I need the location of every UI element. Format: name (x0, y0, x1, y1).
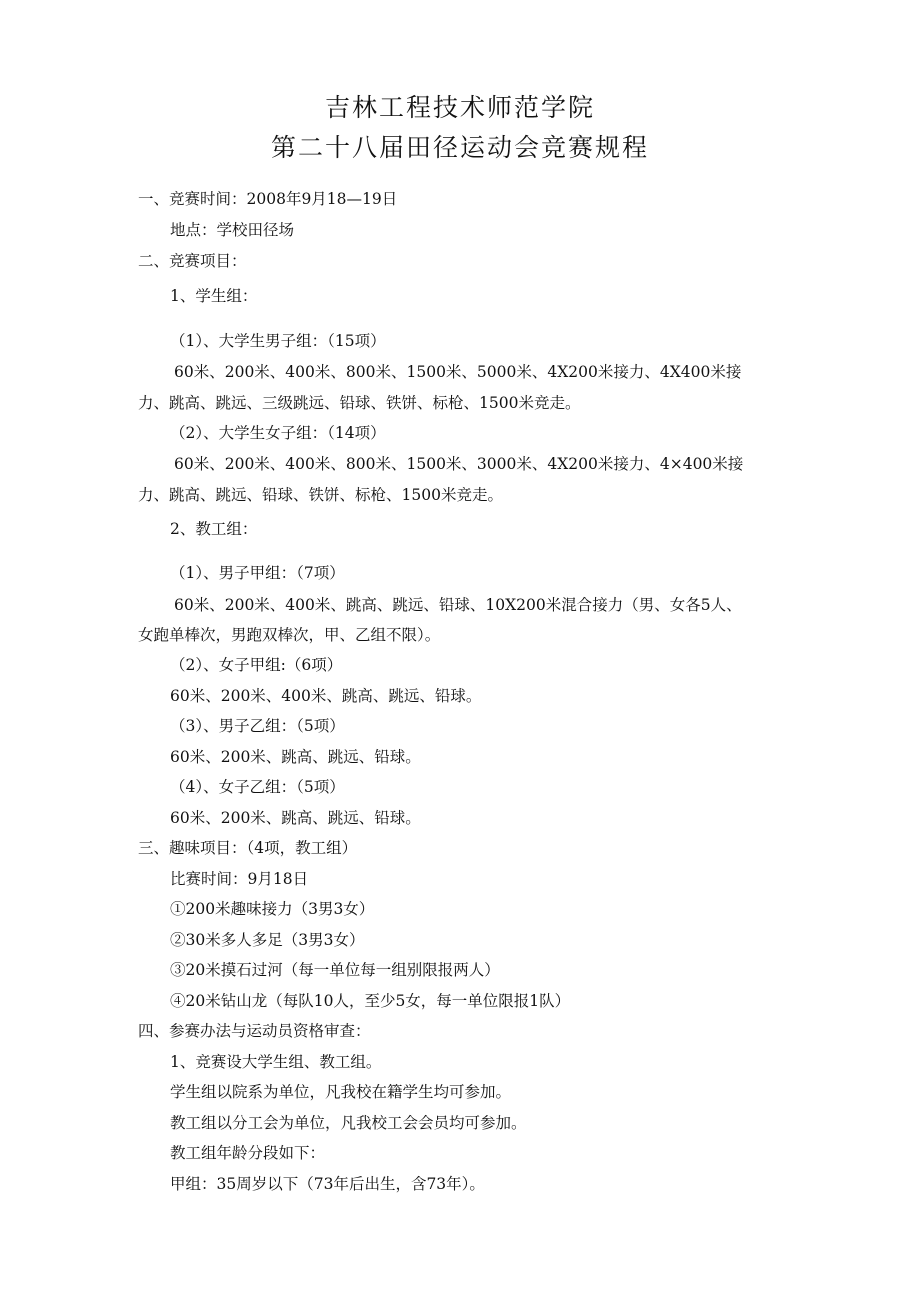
text-line: 60米、200米、跳高、跳远、铅球。 (170, 748, 421, 766)
text-line: 教工组以分工会为单位，凡我校工会会员均可参加。 (170, 1114, 527, 1132)
text-line: 力、跳高、跳远、三级跳远、铅球、铁饼、标枪、1500米竞走。 (138, 394, 581, 412)
text-line: ②30米多人多足（3男3女） (170, 931, 365, 949)
text-line: 60米、200米、跳高、跳远、铅球。 (170, 809, 421, 827)
text-line: 学生组以院系为单位，凡我校在籍学生均可参加。 (170, 1083, 512, 1101)
text-line: 1、竞赛设大学生组、教工组。 (170, 1053, 382, 1071)
text-line: 地点：学校田径场 (170, 221, 295, 239)
text-line: 比赛时间：9月18日 (170, 870, 309, 888)
text-line: （1）、大学生男子组：（15项） (170, 332, 386, 350)
text-line: 三、趣味项目：（4项，教工组） (138, 839, 358, 857)
text-line: （1）、男子甲组：（7项） (170, 564, 345, 582)
text-line: （3）、男子乙组：（5项） (170, 717, 345, 735)
title-event: 第二十八届田径运动会竞赛规程 (270, 133, 649, 162)
text-line: 力、跳高、跳远、铅球、铁饼、标枪、1500米竞走。 (138, 486, 503, 504)
text-line: ④20米钻山龙（每队10人，至少5女，每一单位限报1队） (170, 992, 571, 1010)
text-line: 60米、200米、400米、跳高、跳远、铅球、10X200米混合接力（男、女各5人、 (174, 596, 742, 614)
text-line: 2、教工组： (170, 520, 258, 538)
text-line: ③20米摸石过河（每一单位每一组别限报两人） (170, 961, 500, 979)
text-line: ①200米趣味接力（3男3女） (170, 900, 375, 918)
text-line: 一、竞赛时间：2008年9月18—19日 (138, 190, 398, 208)
text-line: （4）、女子乙组：（5项） (170, 778, 345, 796)
title-school: 吉林工程技术师范学院 (324, 93, 595, 122)
text-line: 四、参赛办法与运动员资格审查： (138, 1022, 371, 1040)
text-line: 60米、200米、400米、800米、1500米、3000米、4X200米接力、4×400米接 (174, 455, 744, 473)
text-line: 1、学生组： (170, 287, 258, 305)
text-line: 女跑单棒次，男跑双棒次，甲、乙组不限）。 (138, 626, 441, 644)
text-line: 教工组年龄分段如下： (170, 1144, 326, 1162)
text-line: 60米、200米、400米、跳高、跳远、铅球。 (170, 687, 482, 705)
text-line: 甲组：35周岁以下（73年后出生，含73年）。 (170, 1175, 485, 1193)
text-line: （2）、女子甲组:（6项） (170, 656, 343, 674)
text-line: 60米、200米、400米、800米、1500米、5000米、4X200米接力、4X400米接 (174, 363, 742, 381)
text-line: 二、竞赛项目： (138, 252, 247, 270)
text-line: （2）、大学生女子组：（14项） (170, 424, 386, 442)
